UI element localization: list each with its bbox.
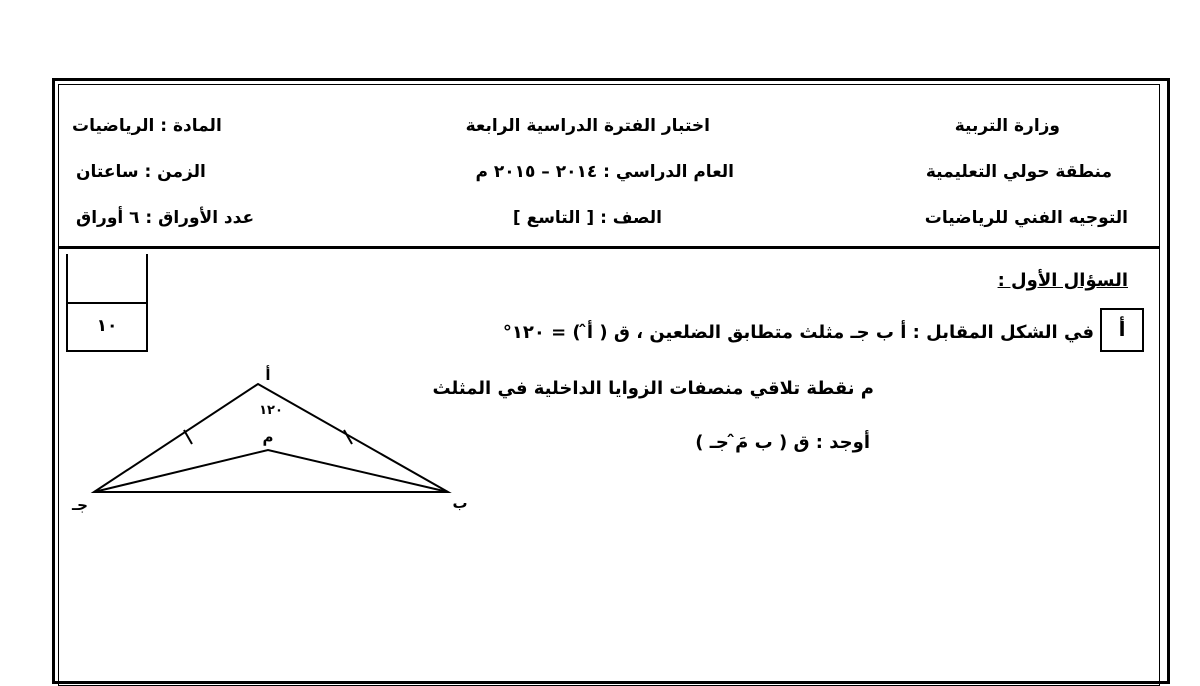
time-label: الزمن : ساعتان [76, 162, 206, 182]
part-label-box [1100, 308, 1144, 352]
vertex-a-label: أ [265, 366, 271, 384]
region-title: منطقة حولي التعليمية [925, 162, 1112, 182]
point-m-label: م [262, 428, 274, 446]
header-separator [58, 246, 1160, 249]
subject-label: المادة : الرياضيات [72, 116, 222, 136]
vertex-c-label: جـ [72, 496, 88, 514]
triangle-figure [58, 362, 488, 522]
score-value: ١٠ [96, 316, 118, 336]
academic-year: العام الدراسي : ٢٠١٤ – ٢٠١٥ م [475, 162, 734, 182]
department-title: التوجيه الفني للرياضيات [924, 208, 1128, 228]
question-line-3: أوجد : ق ( ب مَ̂ جـ ) [695, 432, 870, 453]
tick-mark-ac [184, 430, 192, 444]
exam-title: اختبار الفترة الدراسية الرابعة [465, 116, 710, 136]
ministry-title: وزارة التربية [954, 116, 1060, 136]
pages-label: عدد الأوراق : ٦ أوراق [76, 208, 255, 228]
question-line-1: في الشكل المقابل : أ ب جـ مثلث متطابق الضلعين ، ق ( أ̂ ) = ١٢٠° [502, 322, 1094, 343]
question-heading: السؤال الأول : [997, 270, 1128, 291]
question-line-2: م نقطة تلاقي منصفات الزوايا الداخلية في المثلث [432, 378, 874, 399]
angle-a-label: ١٢٠ [259, 403, 283, 418]
score-box-divider [68, 302, 146, 304]
part-label: أ [1118, 317, 1126, 341]
vertex-b-label: ب [452, 494, 468, 512]
grade-label: الصف : [ التاسع ] [512, 208, 662, 228]
score-box [66, 254, 148, 352]
